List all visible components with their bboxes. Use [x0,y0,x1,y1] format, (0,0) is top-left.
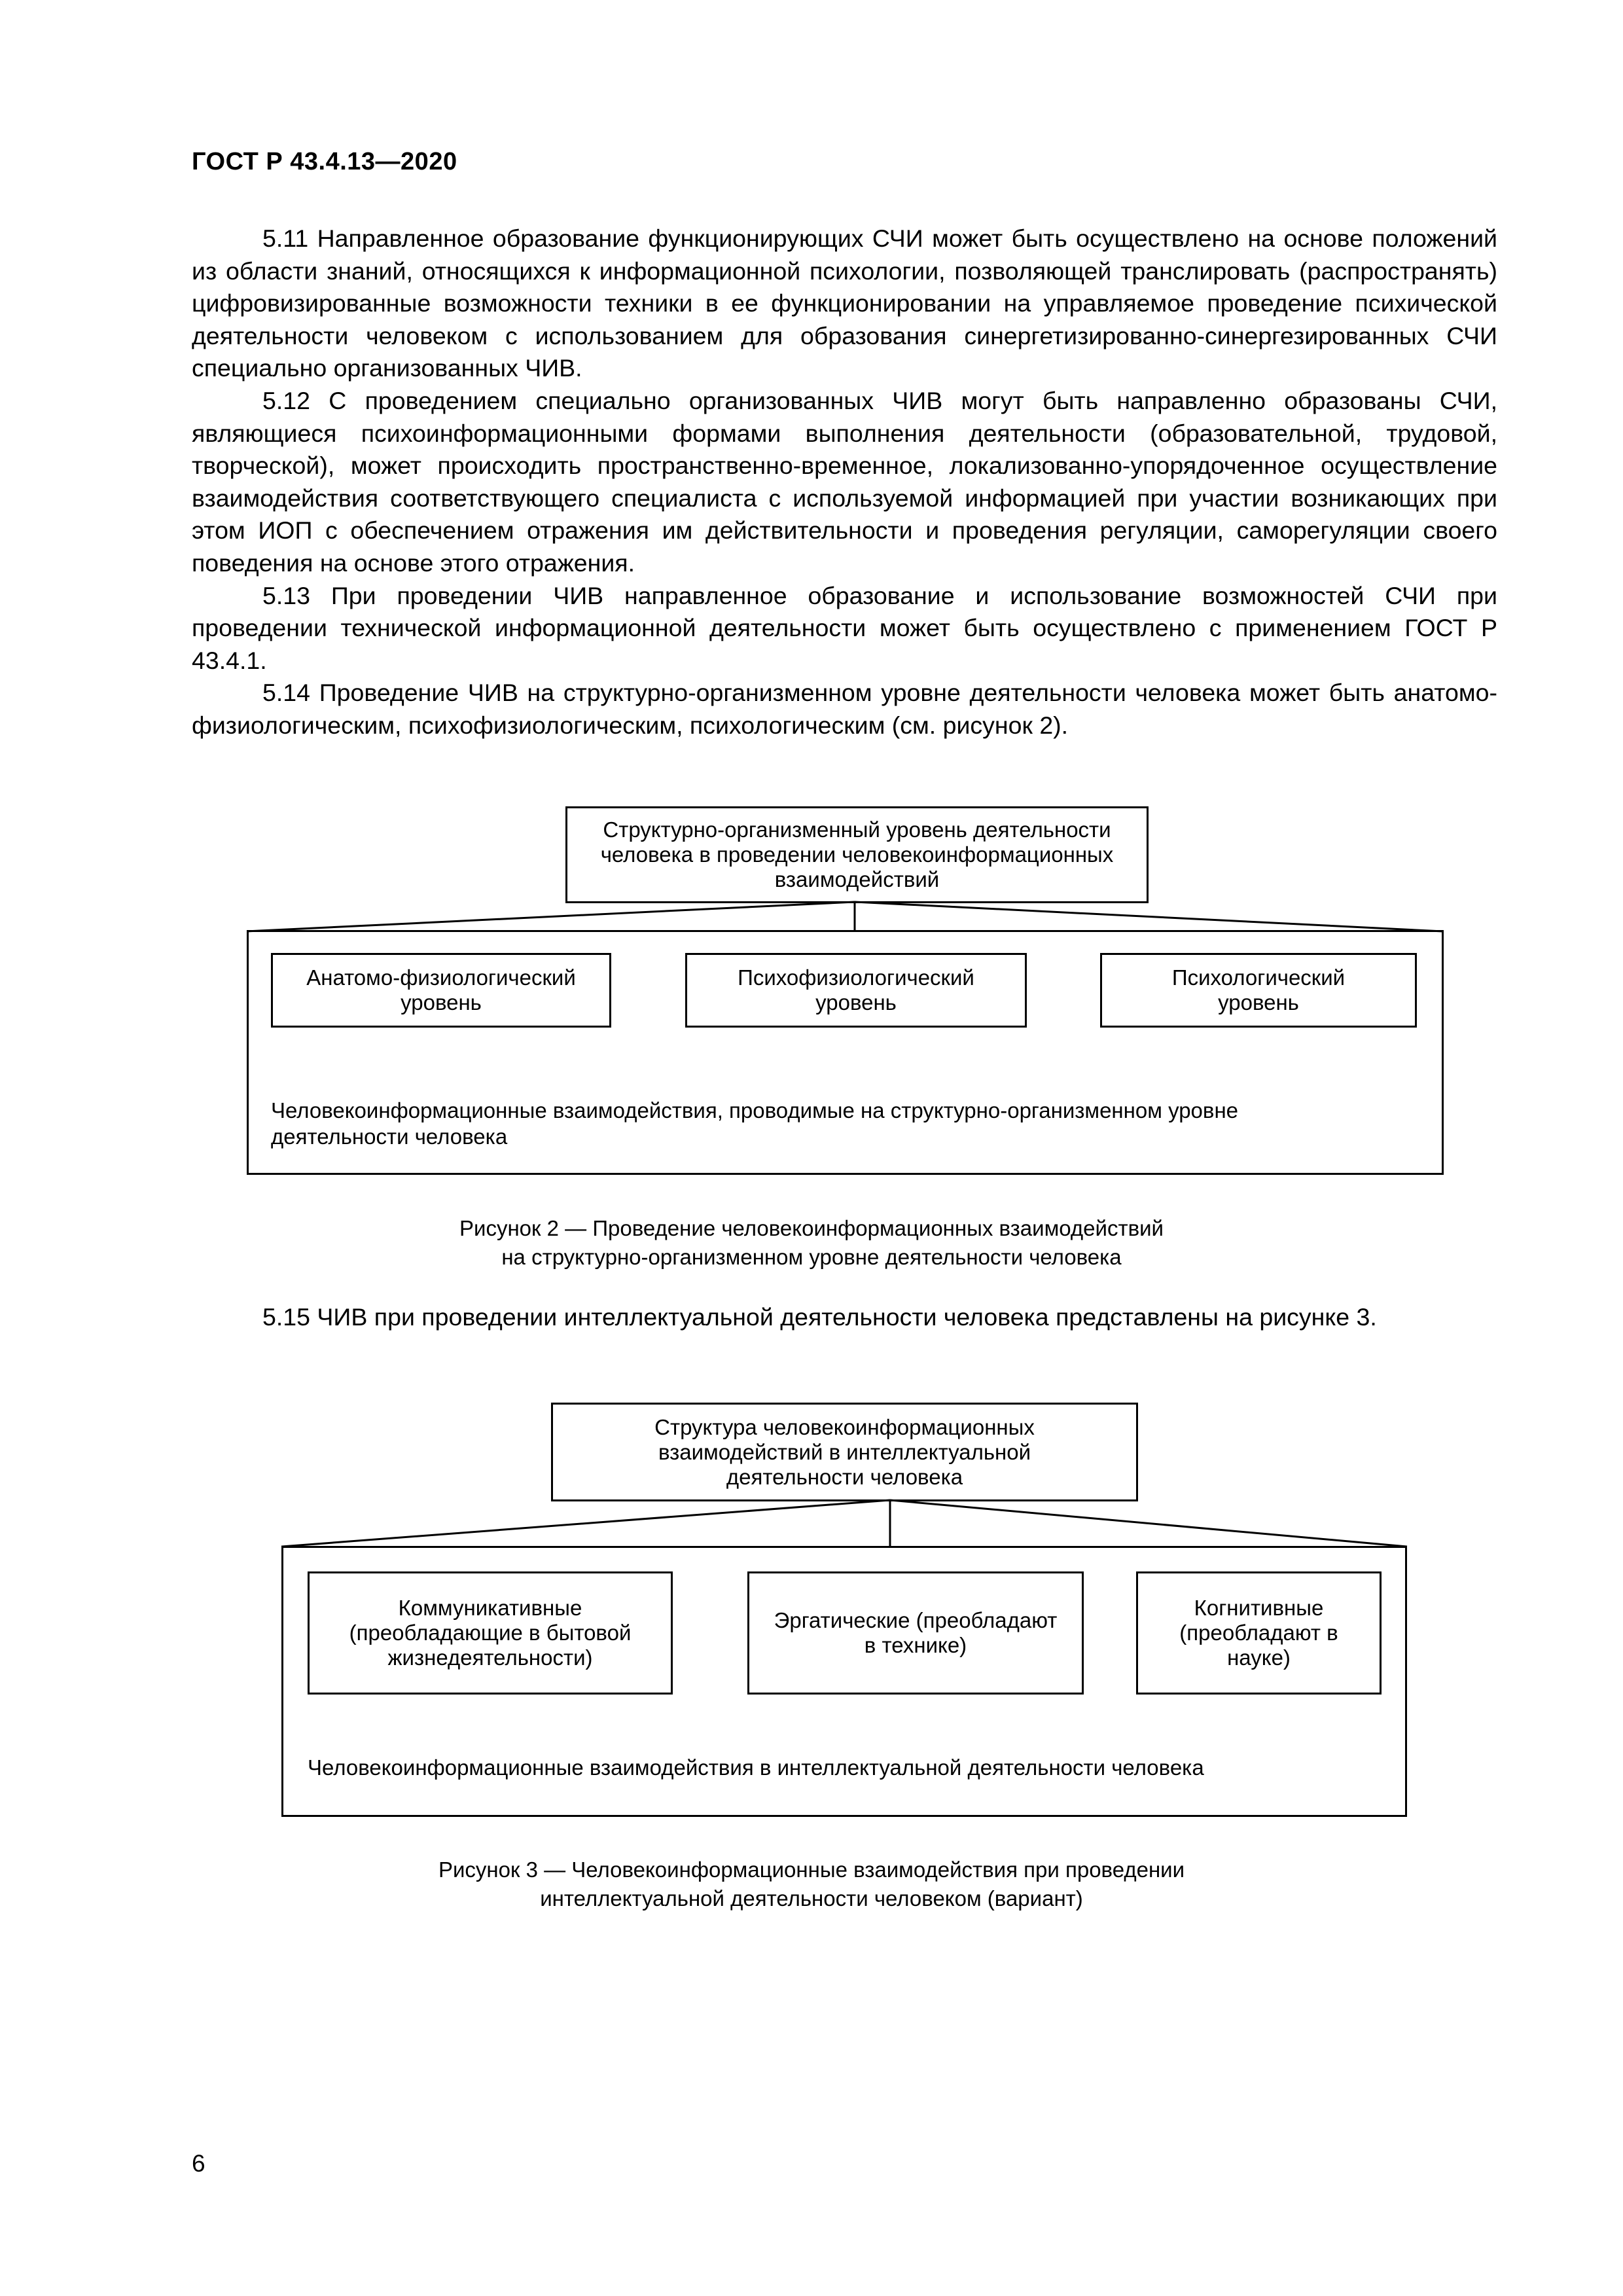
document-header: ГОСТ Р 43.4.13—2020 [192,148,457,175]
paragraph-5-12: 5.12 С проведением специально организованных ЧИВ могут быть направленно образованы СЧИ, являющиеся психоинформационными формами выполнения деятельности (образовательной, трудовой, творческой), может происходить пространственно-временное, локализованно-упорядоченное осуществление взаимодействия соответствующего специалиста с используемой информацией при участии возникающих при этом ИОП с обеспечением отражения им действительности и проведения регуляции, саморегуляции своего поведения на основе этого отражения. [192,386,1497,577]
figure3-type-cognitive-text: Когнитивные (преобладают в науке) [1179,1596,1338,1670]
figure3-type-ergatic-text: Эргатические (преобладают в технике) [774,1608,1058,1657]
figure2-top-box-text: Структурно-организменный уровень деятельности человека в проведении человекоинформационных взаимодействий [600,817,1114,891]
figure2-top-box [565,806,1149,903]
paragraph-5-13: 5.13 При проведении ЧИВ направленное образование и использование возможностей СЧИ при проведении технической информационной деятельности может быть осуществлено с применением ГОСТ Р 43.4.1. [192,581,1497,674]
figure2-caption-line1: Рисунок 2 — Проведение человекоинформационных взаимодействий [459,1216,1164,1240]
figure2-level-psychophysio [685,953,1027,1028]
figure2-outer-label: Человекоинформационные взаимодействия, проводимые на структурно-организменном уровне деятельности человека [271,1098,1239,1149]
figure2-level-psycho-text: Психологический уровень [1171,965,1346,1014]
figure2-level-psychophysio-text: Психофизиологический уровень [738,965,974,1014]
figure2-level-psycho [1100,953,1417,1028]
figure3-type-communicative [308,1571,673,1695]
figure3-type-ergatic [747,1571,1084,1695]
figure3-caption-line1: Рисунок 3 — Человекоинформационные взаимодействия при проведении [438,1857,1185,1882]
paragraph-5-15: 5.15 ЧИВ при проведении интеллектуальной деятельности человека представлены на рисунке 3. [262,1303,1377,1331]
figure3-top-box-text: Структура человекоинформационных взаимодействий в интеллектуальной деятельности человека [654,1414,1035,1489]
figure2-level-anatomo-text: Анатомо-физиологический уровень [306,965,576,1014]
figure3-caption-line2: интеллектуальной деятельности человеком (вариант) [540,1886,1083,1910]
figure3-type-communicative-text: Коммуникативные (преобладающие в бытовой жизнедеятельности) [349,1596,632,1670]
figure2-connector-left [247,902,855,931]
figure3-connector-right [890,1500,1407,1547]
figure3-connector-left [281,1500,890,1547]
figure3-outer-label: Человекоинформационные взаимодействия в интеллектуальной деятельности человека [308,1755,1204,1780]
figure2-caption-line2: на структурно-организменном уровне деятельности человека [501,1245,1122,1269]
paragraph-5-11: 5.11 Направленное образование функционирующих СЧИ может быть осуществлено на основе положений из области знаний, относящихся к информационной психологии, позволяющей транслировать (распространять) цифровизированные возможности техники в ее функционировании на управляемое проведение психической деятельности человеком с использованием для образования синергетизированно-синергезированных СЧИ специально организованных ЧИВ. [192,224,1497,382]
figure3-type-cognitive [1136,1571,1382,1695]
paragraph-5-14: 5.14 Проведение ЧИВ на структурно-организменном уровне деятельности человека может быть анатомо-физиологическим, психофизиологическим, психологическим (см. рисунок 2). [192,679,1497,739]
figure3-top-box [551,1403,1138,1501]
page-number: 6 [192,2150,205,2177]
figure2-level-anatomo [271,953,611,1028]
figure2-connector-right [855,902,1443,931]
